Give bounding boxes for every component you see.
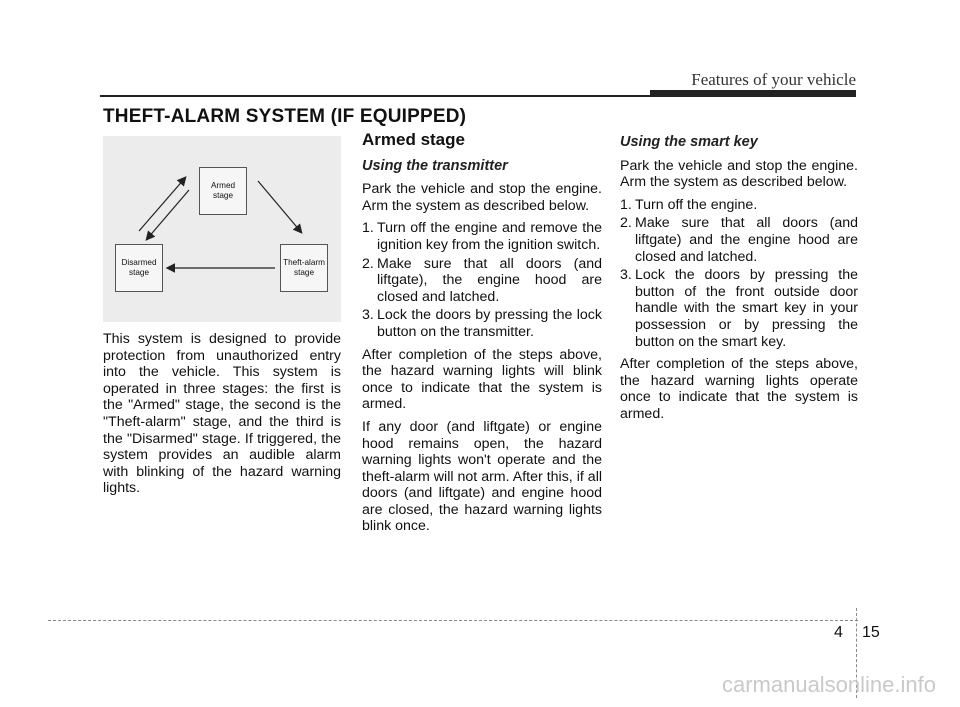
- step-text: Make sure that all doors (and liftgate) and the engine hood are closed and latched.: [635, 215, 858, 265]
- step-text: Lock the doors by pressing the lock button on the transmitter.: [377, 307, 602, 340]
- armed-stage-box: Armed stage: [199, 167, 247, 215]
- theft-alarm-stage-box: Theft-alarm stage: [280, 244, 328, 292]
- transmitter-steps: [362, 220, 602, 340]
- column-3: [620, 132, 858, 429]
- list-item: [362, 256, 602, 306]
- column-2: [362, 132, 602, 541]
- transmitter-after: After completion of the steps above, the hazard warning lights will blink once to indicate that the system is armed.: [362, 346, 602, 413]
- step-text: Lock the doors by pressing the button of the front outside door handle with the smart key in your possession or by pressing the button on the smart key.: [635, 267, 858, 350]
- smart-key-heading: Using the smart key: [620, 134, 758, 150]
- list-item: [362, 307, 602, 340]
- step-text: Turn off the engine and remove the ignition key from the ignition switch.: [377, 220, 602, 253]
- step-number: 1.: [620, 196, 632, 213]
- step-number: 2.: [620, 215, 632, 232]
- step-number: 2.: [362, 255, 374, 272]
- intro-paragraph: This system is designed to provide protection from unauthorized entry into the vehicle. This system is operated in three stages: the first is the "Armed" stage, the second is the "Theft-alarm" stage, and the third is the "Disarmed" stage. If triggered, the system provides an audible alarm with blinking of the hazard warning lights.: [103, 331, 341, 497]
- step-number: 3.: [362, 307, 374, 324]
- step-text: Turn off the engine.: [635, 196, 758, 213]
- chapter-number: 4: [834, 624, 843, 641]
- armed-stage-heading: Armed stage: [362, 130, 465, 149]
- smart-key-steps: [620, 197, 858, 350]
- arrow-disarmed-to-armed: [139, 178, 185, 231]
- stage-arrows: [103, 136, 341, 322]
- list-item: [362, 220, 602, 253]
- step-number: 1.: [362, 220, 374, 237]
- header-rule: [100, 95, 650, 97]
- list-item: [620, 215, 858, 265]
- arrow-armed-to-theft: [258, 181, 301, 232]
- smart-key-after: After completion of the steps above, the hazard warning lights operate once to indicate that the system is armed.: [620, 356, 858, 422]
- running-header: Features of your vehicle: [691, 70, 856, 89]
- section-title: THEFT-ALARM SYSTEM (IF EQUIPPED): [103, 106, 467, 127]
- header-bar: [650, 90, 856, 97]
- transmitter-lead: Park the vehicle and stop the engine. Arm the system as described below.: [362, 181, 602, 214]
- smart-key-lead: Park the vehicle and stop the engine. Arm the system as described below.: [620, 157, 858, 191]
- footer-rule: [48, 620, 858, 621]
- watermark: carmanualsonline.info: [721, 672, 936, 697]
- transmitter-note: If any door (and liftgate) or engine hood remains open, the hazard warning lights won't operate and the theft-alarm will not arm. After this, if all doors (and liftgate) and engine hood are closed, the hazard warning lights blink once.: [362, 418, 602, 535]
- alarm-stage-diagram: [103, 136, 341, 322]
- transmitter-heading: Using the transmitter: [362, 157, 508, 174]
- column-1: [103, 132, 341, 503]
- step-number: 3.: [620, 267, 632, 284]
- list-item: [620, 197, 858, 214]
- step-text: Make sure that all doors (and liftgate), the engine hood are closed and latched.: [377, 255, 602, 305]
- list-item: [620, 267, 858, 350]
- page-number: 15: [862, 624, 880, 641]
- disarmed-stage-box: Disarmed stage: [115, 244, 163, 292]
